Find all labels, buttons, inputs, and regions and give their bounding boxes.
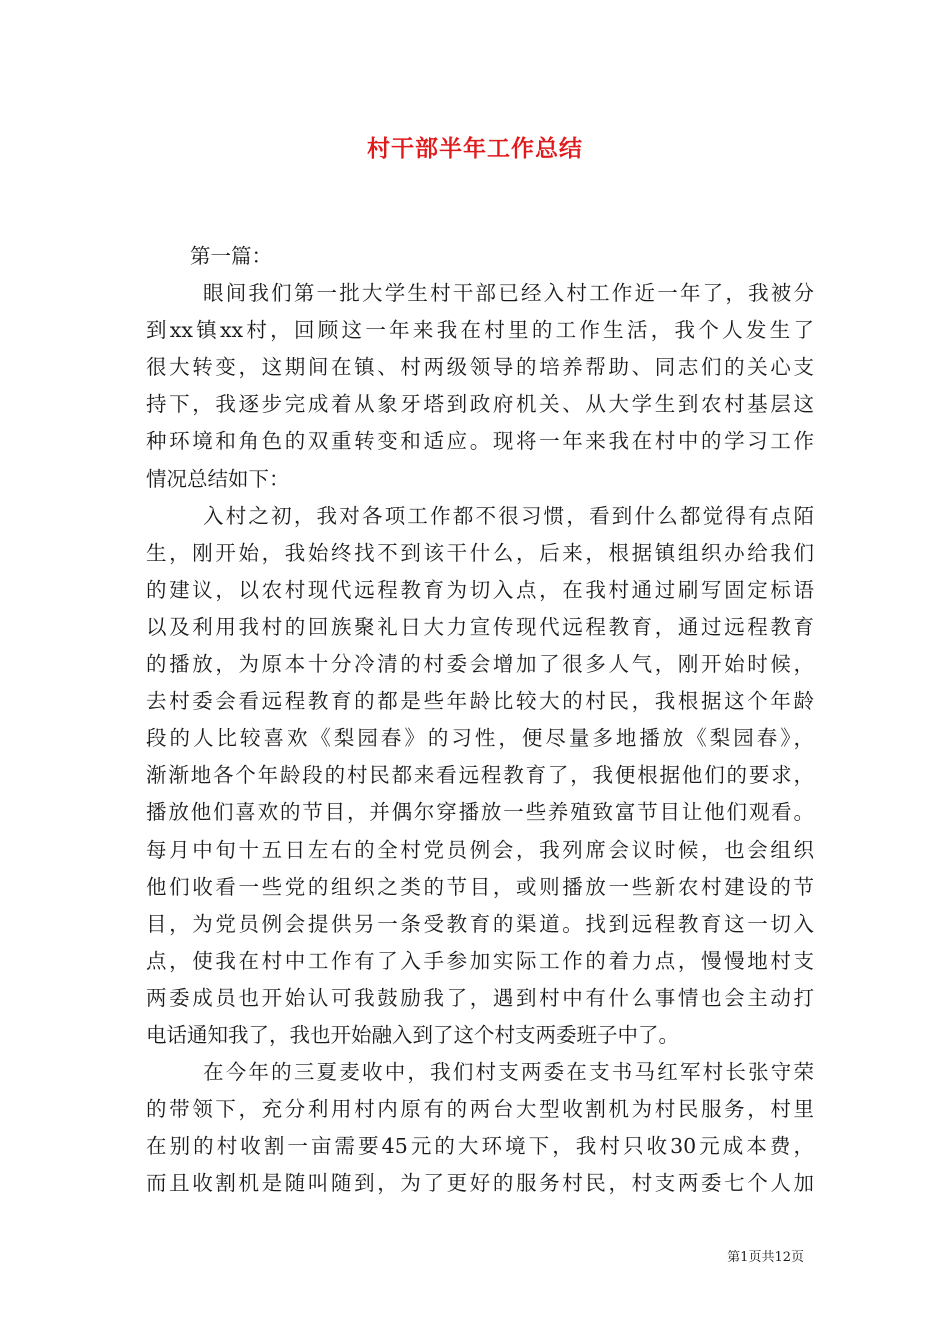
paragraph-line: 到xx镇xx村，回顾这一年来我在村里的工作生活，我个人发生了 (146, 318, 814, 343)
paragraph-line: 的播放，为原本十分冷清的村委会增加了很多人气，刚开始时候， (146, 652, 814, 677)
paragraph-line: 去村委会看远程教育的都是些年龄比较大的村民，我根据这个年龄 (146, 689, 814, 714)
paragraph-line: 他们收看一些党的组织之类的节目，或则播放一些新农村建设的节 (146, 874, 814, 899)
paragraph-line: 渐渐地各个年龄段的村民都来看远程教育了，我便根据他们的要求， (146, 763, 814, 788)
paragraph-line: 很大转变，这期间在镇、村两级领导的培养帮助、同志们的关心支 (146, 355, 814, 380)
paragraph-line: 生，刚开始，我始终找不到该干什么，后来，根据镇组织办给我们 (146, 540, 814, 565)
paragraph-line: 每月中旬十五日左右的全村党员例会，我列席会议时候，也会组织 (146, 837, 814, 862)
paragraph-line: 种环境和角色的双重转变和适应。现将一年来我在村中的学习工作 (146, 429, 814, 454)
paragraph-line: 两委成员也开始认可我鼓励我了，遇到村中有什么事情也会主动打 (146, 985, 814, 1010)
paragraph-line: 点，使我在村中工作有了入手参加实际工作的着力点，慢慢地村支 (146, 948, 814, 973)
section-heading: 第一篇： (190, 244, 272, 268)
paragraph-line: 在今年的三夏麦收中，我们村支两委在支书马红军村长张守荣 (203, 1060, 814, 1085)
paragraph-line: 情况总结如下： (146, 466, 290, 491)
paragraph-line: 的建议，以农村现代远程教育为切入点，在我村通过刷写固定标语 (146, 577, 814, 602)
paragraph-line: 入村之初，我对各项工作都不很习惯，看到什么都觉得有点陌 (203, 503, 814, 528)
page-number: 第1页共12页 (727, 1250, 804, 1265)
paragraph-line: 而且收割机是随叫随到，为了更好的服务村民，村支两委七个人加 (146, 1171, 814, 1196)
paragraph-line: 电话通知我了，我也开始融入到了这个村支两委班子中了。 (146, 1022, 679, 1047)
paragraph-line: 目，为党员例会提供另一条受教育的渠道。找到远程教育这一切入 (146, 911, 814, 936)
document-body (146, 238, 814, 1202)
paragraph-line: 在别的村收割一亩需要45元的大环境下，我村只收30元成本费， (146, 1134, 814, 1159)
paragraph-line: 持下，我逐步完成着从象牙塔到政府机关、从大学生到农村基层这 (146, 392, 814, 417)
paragraph-line: 眼间我们第一批大学生村干部已经入村工作近一年了，我被分 (203, 281, 814, 306)
paragraph-line: 段的人比较喜欢《梨园春》的习性，便尽量多地播放《梨园春》， (146, 726, 814, 751)
paragraph-line: 的带领下，充分利用村内原有的两台大型收割机为村民服务，村里 (146, 1097, 814, 1122)
paragraph-line: 播放他们喜欢的节目，并偶尔穿播放一些养殖致富节目让他们观看。 (146, 800, 814, 825)
paragraph-line: 以及利用我村的回族聚礼日大力宣传现代远程教育，通过远程教育 (146, 614, 814, 639)
document-title: 村干部半年工作总结 (367, 135, 583, 162)
